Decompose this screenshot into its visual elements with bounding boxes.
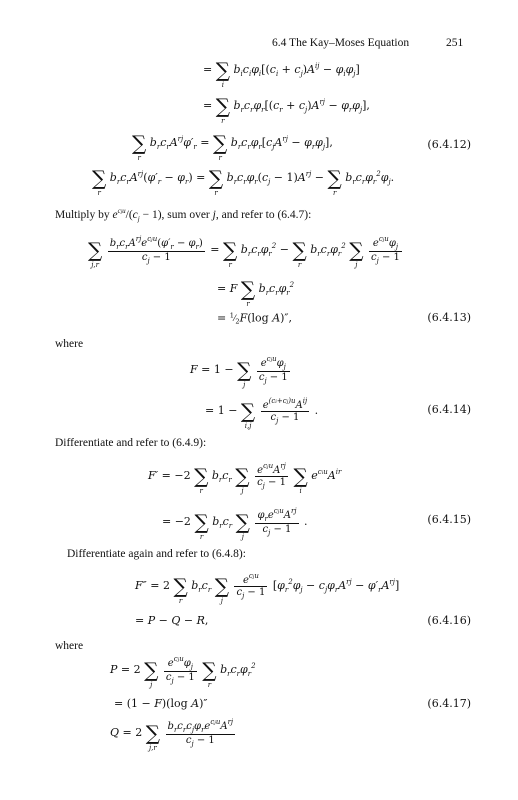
running-header: 6.4 The Kay–Moses Equation bbox=[272, 37, 410, 49]
equation-number: (6.4.17) bbox=[427, 697, 471, 710]
equation-number: (6.4.13) bbox=[427, 311, 471, 324]
equation-line: Q = 2 ∑ j,r $\frac{b_rc_rc_j\varphi_re^{cju}A^{rj}}{c_j - 1}$ bbox=[110, 718, 234, 752]
equation-line: = 1 − ∑ i,j $\frac{e^{(ci+cj)u}A^{ij}}{c_j - 1}$ . bbox=[205, 397, 319, 430]
page-number: 251 bbox=[446, 37, 464, 49]
equation-line: ∑ r $b_rc_rA^{rj}(\varphi'_r - \varphi_r)$ = ∑ r $b_rc_r\varphi_r(c_j - 1)A^{rj}$ − ∑ r $b_rc_r\varphi_r^2\varphi_j$. bbox=[92, 166, 395, 197]
equation-number: (6.4.15) bbox=[427, 513, 471, 526]
equation-line: ∑ j,r $\frac{b_rc_rA^{rj}e^{cju}(\varphi'_r - \varphi_r)}{c_j - 1}$ = ∑ r $b_rc_r\varphi_r^2$ − ∑ r $b_rc_r\varphi_r^2$ ∑ j $\frac{e^{cju}\varphi_j}{c_j - 1}$ bbox=[88, 235, 400, 269]
paragraph-text: where bbox=[55, 640, 84, 652]
equation-line: ∑ r $b_rc_rA^{rj}\varphi'_r$ = ∑ r $b_rc_r\varphi_r[c_jA^{rj} - \varphi_r\varphi_j]$, bbox=[132, 131, 333, 162]
equation-line: P = 2 ∑ j $\frac{e^{cju}\varphi_j}{c_j - 1}$ ∑ r $b_rc_r\varphi_r^2$ bbox=[110, 655, 256, 689]
paragraph-text: Multiply by $e^{cju}/(c_j - 1)$, sum over j, and refer to (6.4.7): bbox=[55, 207, 312, 223]
paragraph-text: where bbox=[55, 338, 84, 350]
equation-line: = ∑ i $b_ic_i\varphi_i[(c_i + c_j)A^{ij} - \varphi_i\varphi_j]$ bbox=[203, 58, 360, 89]
equation-line: = F ∑ r $b_rc_r\varphi_r^2$ bbox=[217, 277, 295, 308]
equation-line: F = 1 − ∑ j $\frac{e^{cju}\varphi_j}{c_j - 1}$ bbox=[190, 355, 288, 389]
equation-line: F″ = 2 ∑ r $b_rc_r$ ∑ j $\frac{e^{cju}}{c_j - 1}$ $[\varphi_r^2\varphi_j - c_j\varphi_rA^{rj} - \varphi'_rA^{rj}]$ bbox=[135, 572, 400, 605]
paragraph-text: Differentiate again and refer to (6.4.8): bbox=[67, 548, 246, 560]
equation-line: = ∑ r $b_rc_r\varphi_r[(c_r + c_j)A^{rj} - \varphi_r\varphi_j]$, bbox=[203, 94, 370, 125]
equation-number: (6.4.12) bbox=[427, 138, 471, 151]
paragraph-text: Differentiate and refer to (6.4.9): bbox=[55, 437, 207, 449]
equation-line: F′ = −2 ∑ r $b_rc_r$ ∑ j $\frac{e^{cju}A^{rj}}{c_j - 1}$ ∑ i $e^{ciu}A^{ir}$ bbox=[148, 462, 342, 495]
equation-line: = $^1⁄_2F(\log$ A)″, bbox=[217, 311, 293, 326]
equation-line: = −2 ∑ r $b_rc_r$ ∑ j $\frac{\varphi_re^{cju}A^{rj}}{c_j - 1}$ . bbox=[162, 507, 308, 541]
equation-line: = (1 − F)(log A)″ bbox=[114, 697, 208, 710]
equation-number: (6.4.14) bbox=[427, 403, 471, 416]
equation-line: = P − Q − R, bbox=[135, 614, 209, 627]
equation-number: (6.4.16) bbox=[427, 614, 471, 627]
